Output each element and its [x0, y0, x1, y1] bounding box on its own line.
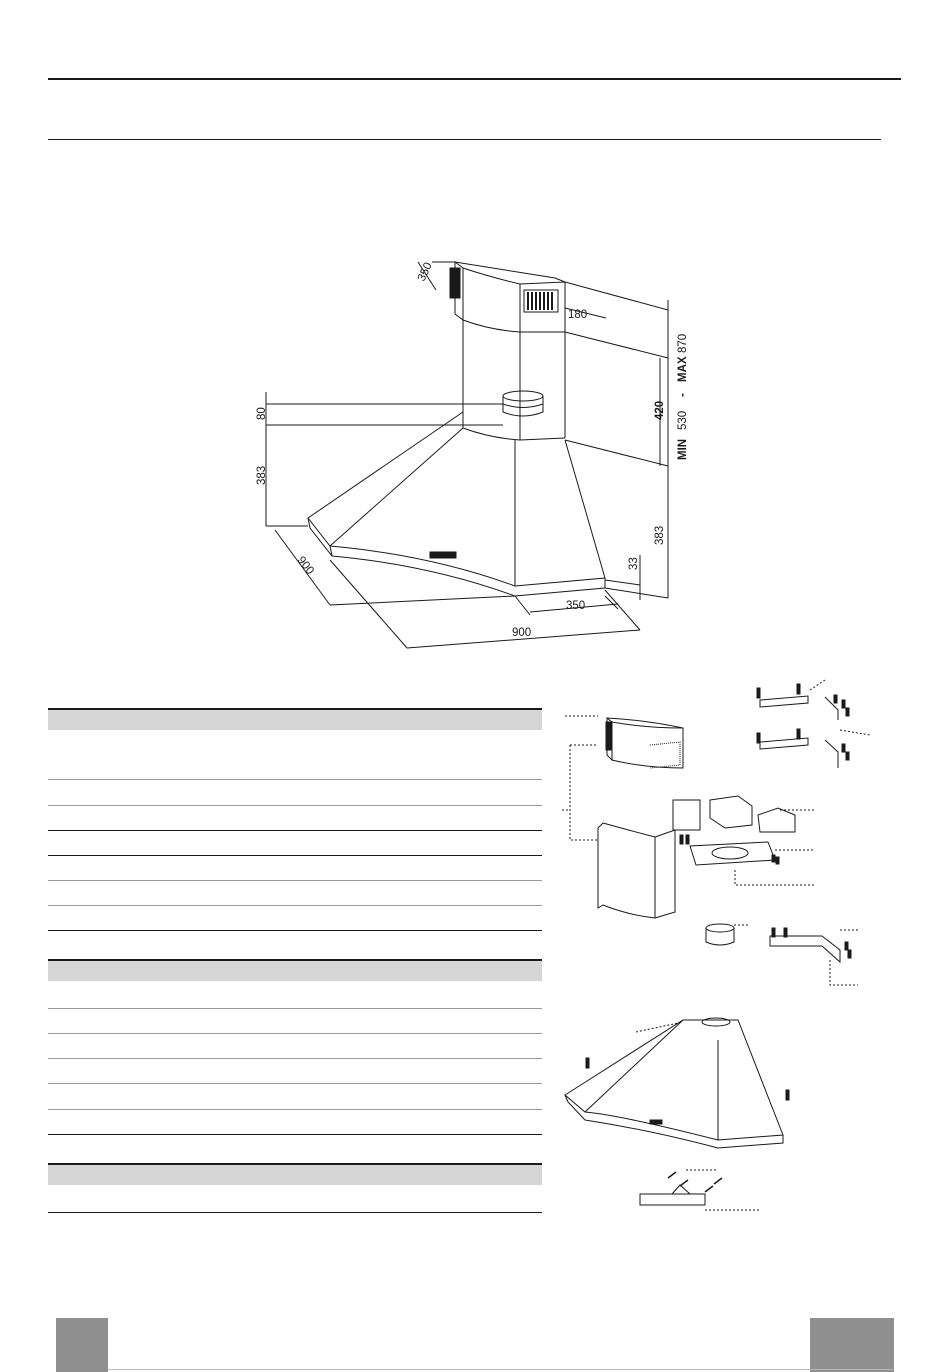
dim-max-value: 870: [677, 333, 689, 353]
dim-telescopic: 420: [654, 400, 666, 420]
dim-max-label: MAX: [677, 356, 689, 382]
lower-chimney-icon: [598, 823, 675, 918]
dim-chimney-depth: 350: [415, 260, 435, 284]
dim-body-height-right: 383: [654, 525, 666, 545]
dim-side-left: 900: [294, 554, 316, 577]
filter-bracket-icon: [640, 1185, 705, 1205]
dim-min-value: 530: [677, 410, 689, 430]
dim-min-label: MIN: [677, 438, 689, 460]
dim-rim-height: 33: [628, 557, 640, 570]
dim-side-front: 900: [512, 627, 532, 639]
dim-range-separator: -: [677, 393, 689, 397]
footer-line: [108, 1369, 893, 1370]
dim-chimney-width: 180: [568, 309, 588, 321]
upper-chimney-icon: [607, 718, 683, 768]
dim-outlet-height: 80: [256, 407, 268, 420]
hood-body-icon: [565, 1018, 783, 1148]
mounting-plate-icon: [690, 842, 775, 865]
footer-block-left: [56, 1318, 108, 1372]
air-adapter-icon: [673, 796, 795, 832]
outlet-ring-icon: [706, 924, 734, 945]
dim-body-height-left: 383: [256, 465, 268, 485]
hood-bracket-icon: [770, 936, 840, 962]
footer-block-right: [810, 1318, 894, 1372]
dim-canopy-depth: 350: [566, 600, 586, 612]
